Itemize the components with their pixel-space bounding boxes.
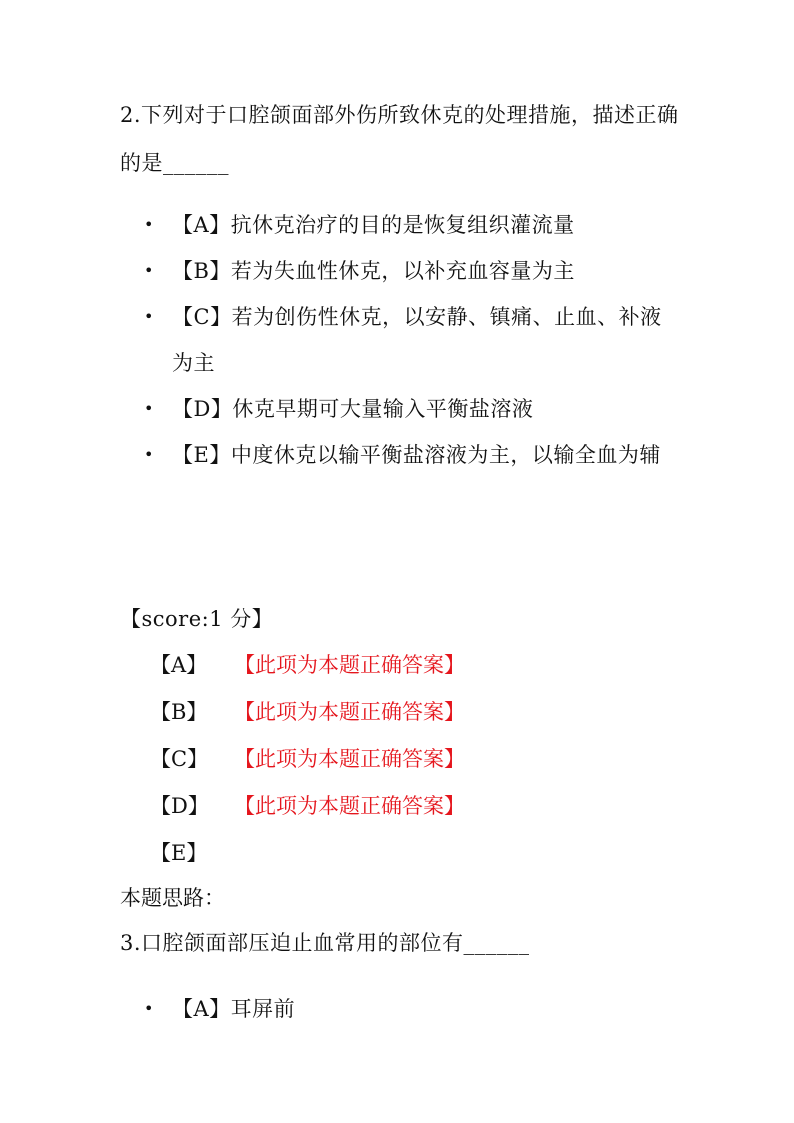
answer-letter: 【A】 [150,653,208,677]
option-a [140,986,680,1032]
question-3-options [140,986,680,1032]
option-label: 【A】抗休克治疗的目的是恢复组织灌流量 [172,213,575,237]
answer-letter: 【D】 [150,794,209,818]
question-2-options [140,202,680,478]
option-e [140,432,680,478]
bullet-icon: • [144,999,154,1018]
answer-key [150,642,465,877]
correct-answer-mark: 【此项为本题正确答案】 [234,794,465,818]
option-d [140,386,680,432]
option-label: 【B】若为失血性休克，以补充血容量为主 [172,259,575,283]
option-b [140,248,680,294]
answer-letter: 【B】 [150,700,208,724]
score-label: 【score:1 分】 [120,607,274,631]
correct-answer-mark: 【此项为本题正确答案】 [234,747,465,771]
option-c [140,294,680,386]
option-a [140,202,680,248]
option-label: 【A】耳屏前 [172,997,296,1021]
bullet-icon: • [144,215,154,234]
correct-answer-mark: 【此项为本题正确答案】 [234,700,465,724]
answer-row-a [150,642,465,689]
question-2-text: 2.下列对于口腔颌面部外伤所致休克的处理措施，描述正确的是______ [120,103,679,175]
answer-row-b [150,689,465,736]
reasoning-label: 本题思路： [120,886,225,910]
bullet-icon: • [144,445,154,464]
option-label: 【D】休克早期可大量输入平衡盐溶液 [172,397,534,421]
answer-row-d [150,783,465,830]
question-3-text: 3.口腔颌面部压迫止血常用的部位有______ [120,931,530,955]
answer-letter: 【E】 [150,841,208,865]
option-label: 【E】中度休克以输平衡盐溶液为主，以输全血为辅 [172,443,661,467]
bullet-icon: • [144,307,154,326]
correct-answer-mark: 【此项为本题正确答案】 [234,653,465,677]
answer-letter: 【C】 [150,747,209,771]
bullet-icon: • [144,399,154,418]
answer-row-e [150,830,465,877]
bullet-icon: • [144,261,154,280]
answer-row-c [150,736,465,783]
option-label: 【C】若为创伤性休克，以安静、镇痛、止血、补液为主 [172,305,662,375]
